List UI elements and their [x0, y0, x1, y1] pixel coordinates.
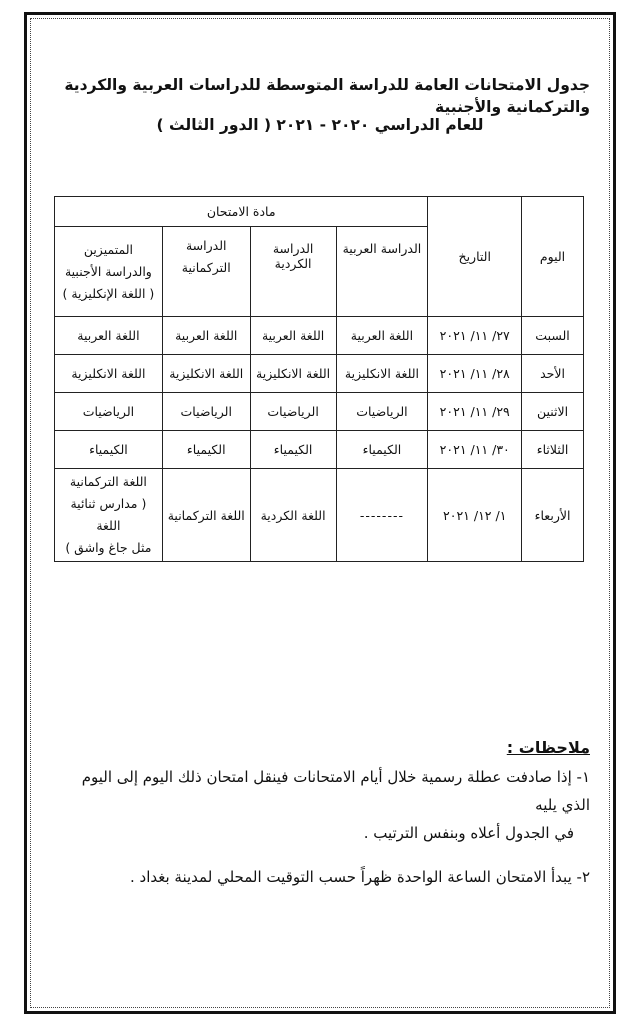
cell-date: ١/ ١٢/ ٢٠٢١ — [428, 469, 522, 562]
header-foreign-line1: المتميزين — [83, 241, 133, 257]
notes-section — [60, 738, 590, 907]
cell-kurdish: اللغة الكردية — [250, 469, 336, 562]
header-foreign-study — [55, 227, 163, 317]
cell-foreign: اللغة العربية — [55, 317, 163, 355]
table-row — [55, 393, 584, 431]
cell-day: الأحد — [522, 355, 584, 393]
table-row — [55, 469, 584, 562]
cell-foreign-line2: ( مدارس ثنائية اللغة — [70, 496, 147, 533]
cell-date: ٣٠/ ١١/ ٢٠٢١ — [428, 431, 522, 469]
note-1-line1: ١- إذا صادفت عطلة رسمية خلال أيام الامتحانات فينقل امتحان ذلك اليوم إلى اليوم الذي يليه — [81, 768, 590, 814]
cell-foreign: اللغة الانكليزية — [55, 355, 163, 393]
cell-turkmen: اللغة التركمانية — [162, 469, 250, 562]
cell-foreign — [55, 469, 163, 562]
cell-kurdish: الرياضيات — [250, 393, 336, 431]
header-foreign-line2: والدراسة الأجنبية — [64, 263, 152, 279]
cell-turkmen: اللغة العربية — [162, 317, 250, 355]
cell-day: الأربعاء — [522, 469, 584, 562]
cell-arabic: اللغة العربية — [336, 317, 428, 355]
cell-foreign: الرياضيات — [55, 393, 163, 431]
header-arabic-study: الدراسة العربية — [336, 227, 428, 317]
table-header-row — [55, 197, 584, 227]
header-day: اليوم — [522, 197, 584, 317]
cell-turkmen: اللغة الانكليزية — [162, 355, 250, 393]
note-1-line2: في الجدول أعلاه وبنفس الترتيب . — [363, 824, 574, 842]
cell-kurdish: اللغة العربية — [250, 317, 336, 355]
page-title: جدول الامتحانات العامة للدراسة المتوسطة للدراسات العربية والكردية والتركمانية والأجنبية — [64, 76, 590, 116]
note-1 — [60, 763, 590, 847]
cell-date: ٢٨/ ١١/ ٢٠٢١ — [428, 355, 522, 393]
header-date: التاريخ — [428, 197, 522, 317]
cell-day: الثلاثاء — [522, 431, 584, 469]
note-2: ٢- يبدأ الامتحان الساعة الواحدة ظهراً حسب التوقيت المحلي لمدينة بغداد . — [130, 868, 590, 886]
cell-kurdish: الكيمياء — [250, 431, 336, 469]
cell-day: الاثنين — [522, 393, 584, 431]
cell-turkmen: الرياضيات — [162, 393, 250, 431]
cell-arabic: الرياضيات — [336, 393, 428, 431]
header-turkmen-study — [162, 227, 250, 317]
table-row — [55, 355, 584, 393]
header-foreign-line3: ( اللغة الإنكليزية ) — [62, 285, 155, 301]
notes-title: ملاحظات : — [506, 738, 590, 757]
header-turkmen-line2: التركمانية — [181, 260, 231, 275]
cell-foreign: الكيمياء — [55, 431, 163, 469]
cell-kurdish: اللغة الانكليزية — [250, 355, 336, 393]
page-subtitle: للعام الدراسي ٢٠٢٠ - ٢٠٢١ ( الدور الثالث ) — [156, 116, 484, 134]
cell-date: ٢٩/ ١١/ ٢٠٢١ — [428, 393, 522, 431]
cell-arabic: الكيمياء — [336, 431, 428, 469]
exam-schedule-table — [54, 196, 584, 562]
cell-foreign-line1: اللغة التركمانية — [69, 474, 147, 489]
table-row — [55, 317, 584, 355]
cell-day: السبت — [522, 317, 584, 355]
header-turkmen-line1: الدراسة — [185, 238, 227, 253]
header-kurdish-study: الدراسة الكردية — [250, 227, 336, 317]
table-row — [55, 431, 584, 469]
cell-foreign-line3: مثل جاغ واشق ) — [65, 540, 152, 555]
cell-turkmen: الكيمياء — [162, 431, 250, 469]
header-subject: مادة الامتحان — [55, 197, 428, 227]
cell-date: ٢٧/ ١١/ ٢٠٢١ — [428, 317, 522, 355]
cell-arabic: -------- — [336, 469, 428, 562]
cell-arabic: اللغة الانكليزية — [336, 355, 428, 393]
